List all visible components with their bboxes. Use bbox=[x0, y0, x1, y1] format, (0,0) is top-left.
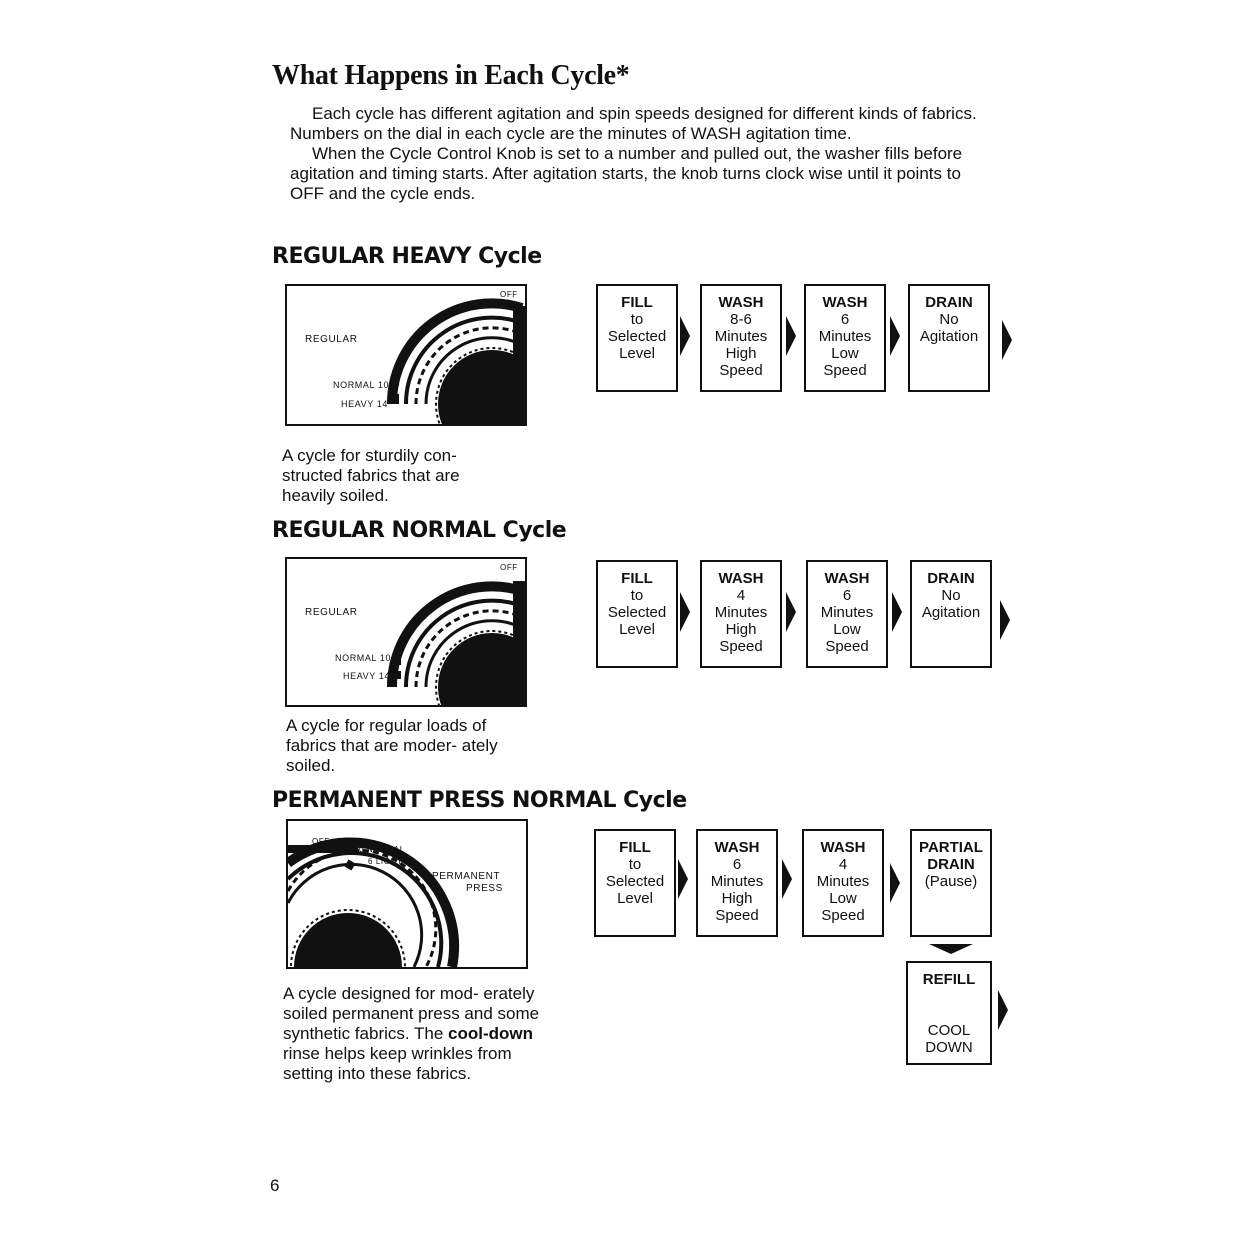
dial-setting-label: 10 NORMAL bbox=[354, 845, 405, 854]
step-line: Agitation bbox=[919, 328, 979, 345]
step-line: PARTIAL bbox=[919, 839, 983, 856]
arrow-right-icon bbox=[680, 316, 690, 356]
step-line: Level bbox=[619, 345, 655, 362]
step-line: to bbox=[630, 311, 644, 328]
cycle-flow-regular-normal bbox=[596, 560, 1026, 672]
step-line: DRAIN bbox=[925, 294, 973, 311]
dial-graphic bbox=[287, 286, 525, 424]
step-line: COOL bbox=[927, 1022, 971, 1039]
section-heading-regular-heavy: REGULAR HEAVY Cycle bbox=[272, 244, 542, 269]
arrow-right-icon bbox=[998, 990, 1008, 1030]
step-line: 4 bbox=[736, 587, 746, 604]
step-line: Speed bbox=[715, 907, 759, 924]
dial-group-label: REGULAR bbox=[305, 607, 358, 618]
step-line: 6 bbox=[732, 856, 742, 873]
arrow-right-icon bbox=[786, 592, 796, 632]
cycle-flow-permanent-press bbox=[594, 829, 1024, 941]
arrow-down-icon bbox=[929, 944, 973, 954]
step-line: High bbox=[721, 890, 753, 907]
step-box-wash-high bbox=[700, 284, 782, 392]
step-line: WASH bbox=[714, 839, 760, 856]
step-line: No bbox=[939, 311, 959, 328]
step-line: Speed bbox=[825, 638, 869, 655]
step-line: High bbox=[725, 345, 757, 362]
step-line: Low bbox=[831, 345, 859, 362]
step-line: Speed bbox=[823, 362, 867, 379]
arrow-right-icon bbox=[678, 859, 688, 899]
step-line: FILL bbox=[621, 570, 653, 587]
dial-setting-label: HEAVY 14 bbox=[343, 671, 390, 681]
step-box-fill bbox=[596, 560, 678, 668]
step-line: Minutes bbox=[818, 328, 872, 345]
step-box-fill bbox=[596, 284, 678, 392]
step-line: Selected bbox=[607, 604, 667, 621]
dial-group-label: PRESS bbox=[466, 883, 503, 894]
dial-off-label: OFF bbox=[312, 837, 330, 846]
description-text: rinse helps keep wrinkles from setting into these fabrics. bbox=[283, 1044, 512, 1083]
step-line: 6 bbox=[840, 311, 850, 328]
step-line: DRAIN bbox=[927, 856, 975, 873]
step-line: Minutes bbox=[820, 604, 874, 621]
description-bold-term: cool-down bbox=[448, 1024, 534, 1043]
dial-off-label: OFF bbox=[500, 290, 518, 299]
step-line: Speed bbox=[719, 638, 763, 655]
step-line: Speed bbox=[821, 907, 865, 924]
step-box-wash-low bbox=[802, 829, 884, 937]
step-line: Level bbox=[617, 890, 653, 907]
step-line: Agitation bbox=[921, 604, 981, 621]
step-box-wash-high bbox=[700, 560, 782, 668]
step-line: Level bbox=[619, 621, 655, 638]
step-line: REFILL bbox=[922, 971, 976, 988]
step-line: (Pause) bbox=[924, 873, 978, 890]
step-box-wash-low bbox=[806, 560, 888, 668]
step-box-refill-cool-down bbox=[906, 961, 992, 1065]
step-line: Low bbox=[833, 621, 861, 638]
step-line: 4 bbox=[838, 856, 848, 873]
arrow-right-icon bbox=[786, 316, 796, 356]
arrow-right-icon bbox=[680, 592, 690, 632]
step-line: DRAIN bbox=[927, 570, 975, 587]
dial-setting-label: NORMAL 10 bbox=[333, 380, 390, 390]
step-line: Minutes bbox=[714, 604, 768, 621]
step-line: Minutes bbox=[714, 328, 768, 345]
description-text: A cycle designed for mod- erately soiled permanent press and some synthetic fabrics. The bbox=[283, 984, 540, 1043]
step-line: WASH bbox=[822, 294, 868, 311]
dial-group-label: REGULAR bbox=[305, 334, 358, 345]
step-line: to bbox=[630, 587, 644, 604]
dial-setting-label: 6 LIGHT bbox=[368, 857, 403, 866]
cycle-description: A cycle for regular loads of fabrics that are moder- ately soiled. bbox=[286, 716, 498, 775]
dial-setting-label: HEAVY 14 bbox=[341, 399, 388, 409]
step-line: Selected bbox=[607, 328, 667, 345]
step-line: Low bbox=[829, 890, 857, 907]
step-box-fill bbox=[594, 829, 676, 937]
section-heading-regular-normal: REGULAR NORMAL Cycle bbox=[272, 518, 567, 543]
step-line: Selected bbox=[605, 873, 665, 890]
dial-setting-label: NORMAL 10 bbox=[335, 653, 392, 663]
dial-off-label: OFF bbox=[500, 563, 518, 572]
step-line: WASH bbox=[824, 570, 870, 587]
dial-illustration-permanent-press bbox=[286, 819, 528, 969]
cycle-description bbox=[283, 984, 543, 1084]
step-line: WASH bbox=[718, 570, 764, 587]
step-line: 6 bbox=[842, 587, 852, 604]
step-line: FILL bbox=[619, 839, 651, 856]
step-box-wash-low bbox=[804, 284, 886, 392]
dial-illustration-regular-heavy bbox=[285, 284, 527, 426]
step-line: High bbox=[725, 621, 757, 638]
page-title: What Happens in Each Cycle* bbox=[272, 60, 630, 91]
section-heading-permanent-press: PERMANENT PRESS NORMAL Cycle bbox=[272, 788, 687, 813]
step-line: Speed bbox=[719, 362, 763, 379]
step-line: WASH bbox=[718, 294, 764, 311]
step-box-drain bbox=[908, 284, 990, 392]
dial-graphic bbox=[287, 559, 525, 705]
intro-paragraph: When the Cycle Control Knob is set to a number and pulled out, the washer fills before agitation and timing starts. After agitation starts, the knob turns clock wise until it points to OFF and the cycle ends. bbox=[290, 144, 963, 203]
step-box-wash-high bbox=[696, 829, 778, 937]
dial-illustration-regular-normal bbox=[285, 557, 527, 707]
step-line: FILL bbox=[621, 294, 653, 311]
step-line: No bbox=[941, 587, 961, 604]
page-number: 6 bbox=[270, 1176, 280, 1195]
step-line: to bbox=[628, 856, 642, 873]
step-line: 8-6 bbox=[730, 311, 752, 328]
arrow-right-icon bbox=[892, 592, 902, 632]
cycle-description: A cycle for sturdily con- structed fabrics that are heavily soiled. bbox=[282, 446, 460, 505]
arrow-right-icon bbox=[1000, 600, 1010, 640]
intro-paragraph: Each cycle has different agitation and spin speeds designed for different kinds of fabrics. Numbers on the dial in each cycle are the minutes of WASH agitation time. bbox=[290, 104, 977, 143]
step-line: Minutes bbox=[710, 873, 764, 890]
dial-group-label: PERMANENT bbox=[432, 871, 501, 882]
step-box-drain bbox=[910, 560, 992, 668]
step-line: WASH bbox=[820, 839, 866, 856]
cycle-flow-regular-heavy bbox=[596, 284, 1026, 396]
arrow-right-icon bbox=[890, 316, 900, 356]
arrow-right-icon bbox=[890, 863, 900, 903]
step-box-partial-drain bbox=[910, 829, 992, 937]
intro-text bbox=[290, 104, 990, 204]
step-line: DOWN bbox=[925, 1039, 973, 1056]
step-line: Minutes bbox=[816, 873, 870, 890]
arrow-right-icon bbox=[782, 859, 792, 899]
arrow-right-icon bbox=[1002, 320, 1012, 360]
